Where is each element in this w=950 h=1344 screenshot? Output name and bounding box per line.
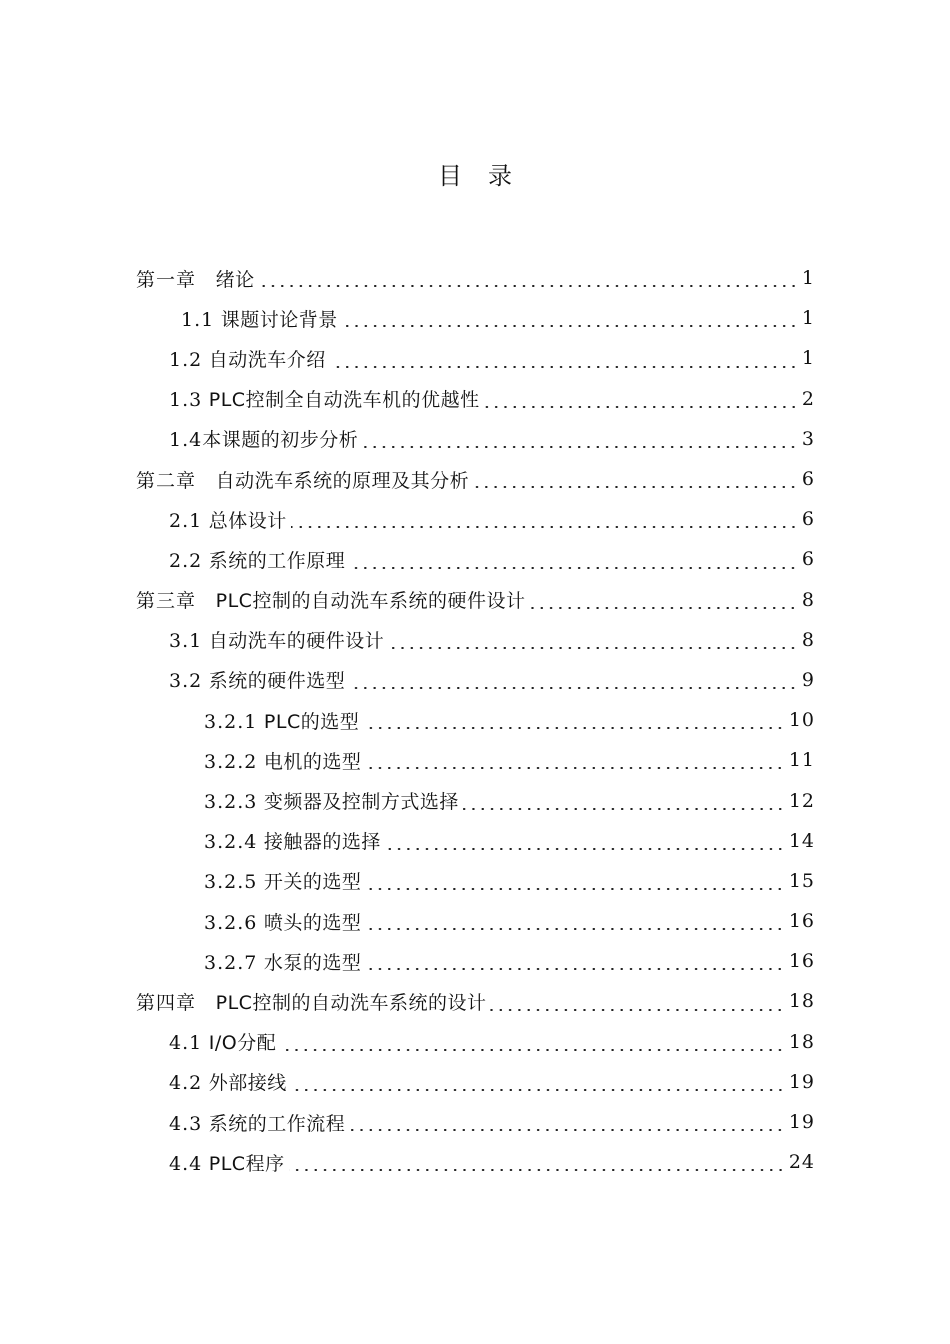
dot-leader [463, 808, 785, 810]
toc-entry-text: PLC控制全自动洗车机的优越性 [208, 389, 480, 412]
toc-entry-page: 6 [801, 468, 815, 491]
toc-entry-text: 本课题的初步分析 [202, 429, 359, 452]
toc-entry-number: 2.1 [169, 509, 203, 532]
toc-entry-page: 12 [788, 789, 815, 812]
toc-entry-text: 绪论 [215, 268, 255, 291]
toc-entry-chapter-4[interactable] [0, 981, 950, 1021]
toc-entry-number: 4.4 [169, 1152, 203, 1175]
toc-entry-label [136, 988, 486, 1015]
toc-entry-label [204, 787, 459, 814]
dot-leader [365, 968, 784, 970]
dot-leader [529, 607, 797, 609]
toc-entry-number: 4.3 [169, 1112, 203, 1135]
toc-entry-page: 18 [788, 1030, 815, 1053]
toc-entry-3-2-5[interactable] [0, 861, 950, 901]
toc-entry-3-2-7[interactable] [0, 941, 950, 981]
dot-leader [484, 406, 798, 408]
toc-entry-page: 24 [788, 1151, 815, 1174]
toc-entry-3-2-6[interactable] [0, 901, 950, 941]
toc-entry-page: 8 [801, 588, 815, 611]
toc-entry-label [169, 1109, 345, 1136]
toc-entry-text: 自动洗车系统的原理及其分析 [215, 469, 470, 492]
toc-entry-number: 3.2.4 [204, 831, 258, 854]
toc-entry-label [204, 707, 359, 734]
dot-leader [363, 727, 785, 729]
toc-entry-page: 16 [788, 950, 815, 973]
toc-entry-number: 3.2.1 [204, 710, 258, 733]
toc-entry-text: 系统的硬件选型 [208, 670, 346, 693]
toc-entry-3-2-3[interactable] [0, 780, 950, 820]
toc-entry-chapter-3[interactable] [0, 580, 950, 620]
toc-entry-text: PLC控制的自动洗车系统的硬件设计 [215, 590, 526, 613]
toc-entry-label [169, 626, 384, 653]
toc-entry-1-2[interactable] [0, 338, 950, 378]
toc-title: 目录 [438, 162, 538, 190]
toc-entry-page: 10 [788, 709, 815, 732]
dot-leader [349, 687, 798, 689]
toc-entry-text: 电机的选型 [263, 750, 362, 773]
toc-entry-number: 3.2.3 [204, 791, 258, 814]
toc-entry-label [169, 546, 345, 573]
toc-entry-text: PLC程序 [208, 1152, 285, 1175]
toc-entry-number: 3.1 [169, 630, 203, 653]
toc-entry-label [136, 265, 255, 292]
toc-entry-number: 1.1 [181, 308, 215, 331]
dot-leader [362, 446, 798, 448]
toc-entry-number: 4.1 [169, 1032, 203, 1055]
toc-entry-text: 开关的选型 [263, 871, 362, 894]
toc-entry-1-1[interactable] [0, 298, 950, 338]
toc-entry-text: 系统的工作原理 [208, 549, 346, 572]
toc-entry-number: 1.3 [169, 389, 203, 412]
toc-entry-label [169, 506, 287, 533]
toc-entry-page: 2 [801, 387, 815, 410]
toc-entry-text: PLC的选型 [263, 710, 360, 733]
toc-entry-2-1[interactable] [0, 499, 950, 539]
toc-entry-page: 1 [801, 267, 815, 290]
toc-entry-label [204, 827, 381, 854]
toc-entry-text: 自动洗车的硬件设计 [208, 630, 385, 653]
dot-leader [291, 1089, 785, 1091]
toc-entry-page: 1 [801, 307, 815, 330]
toc-entry-page: 18 [788, 990, 815, 1013]
toc-entry-text: 系统的工作流程 [208, 1112, 346, 1135]
toc-entry-text: 变频器及控制方式选择 [263, 791, 459, 814]
toc-entry-label [136, 466, 469, 493]
toc-entry-label [169, 1068, 287, 1095]
toc-entry-4-3[interactable] [0, 1102, 950, 1142]
toc-entry-number: 第一章 [136, 268, 197, 291]
toc-list [0, 258, 950, 1182]
toc-entry-number: 4.2 [169, 1072, 203, 1095]
toc-entry-3-2-2[interactable] [0, 740, 950, 780]
toc-entry-number: 3.2.6 [204, 911, 258, 934]
toc-entry-text: 水泵的选型 [263, 951, 362, 974]
dot-leader [349, 1129, 785, 1131]
toc-entry-chapter-2[interactable] [0, 459, 950, 499]
toc-entry-label [204, 747, 361, 774]
dot-leader [259, 285, 798, 287]
toc-entry-text: 喷头的选型 [263, 911, 362, 934]
dot-leader [490, 1009, 784, 1011]
toc-entry-number: 第四章 [136, 991, 197, 1014]
toc-entry-page: 1 [801, 347, 815, 370]
dot-leader [330, 366, 798, 368]
toc-entry-number: 1.2 [169, 348, 203, 371]
toc-entry-label [204, 867, 361, 894]
dot-leader [291, 526, 798, 528]
toc-entry-label [204, 948, 361, 975]
toc-entry-text: 总体设计 [208, 509, 287, 532]
toc-entry-number: 3.2.7 [204, 951, 258, 974]
toc-entry-page: 6 [801, 548, 815, 571]
toc-entry-number: 3.2.5 [204, 871, 258, 894]
toc-entry-1-3[interactable] [0, 379, 950, 419]
toc-entry-2-2[interactable] [0, 539, 950, 579]
toc-entry-text: 自动洗车介绍 [208, 348, 326, 371]
toc-entry-1-4[interactable] [0, 419, 950, 459]
toc-entry-page: 15 [788, 869, 815, 892]
dot-leader [365, 767, 784, 769]
toc-entry-chapter-1[interactable] [0, 258, 950, 298]
toc-entry-page: 11 [788, 749, 815, 772]
toc-entry-label [181, 305, 338, 332]
toc-entry-label [169, 1149, 285, 1176]
toc-entry-page: 14 [788, 829, 815, 852]
toc-entry-number: 第三章 [136, 590, 197, 613]
toc-entry-page: 3 [801, 427, 815, 450]
dot-leader [385, 848, 785, 850]
toc-entry-number: 1.4 [169, 429, 203, 452]
dot-leader [388, 647, 798, 649]
dot-leader [349, 567, 798, 569]
toc-entry-3-2-1[interactable] [0, 700, 950, 740]
dot-leader [342, 325, 798, 327]
toc-entry-page: 19 [788, 1111, 815, 1134]
toc-entry-label [169, 345, 326, 372]
dot-leader [289, 1169, 785, 1171]
toc-entry-text: I/O分配 [208, 1032, 277, 1055]
dot-leader [280, 1049, 785, 1051]
toc-entry-label [169, 1028, 276, 1055]
toc-entry-label [169, 385, 480, 412]
toc-entry-page: 6 [801, 508, 815, 531]
toc-entry-page: 8 [801, 628, 815, 651]
toc-entry-number: 3.2 [169, 670, 203, 693]
dot-leader [473, 486, 798, 488]
toc-entry-page: 19 [788, 1070, 815, 1093]
toc-entry-3-2[interactable] [0, 660, 950, 700]
dot-leader [365, 928, 784, 930]
toc-entry-label [169, 666, 345, 693]
toc-entry-number: 2.2 [169, 549, 203, 572]
dot-leader [365, 888, 784, 890]
toc-entry-text: PLC控制的自动洗车系统的设计 [215, 991, 487, 1014]
toc-entry-text: 课题讨论背景 [220, 308, 338, 331]
toc-entry-text: 接触器的选择 [263, 831, 381, 854]
toc-entry-number: 3.2.2 [204, 750, 258, 773]
toc-entry-3-2-4[interactable] [0, 821, 950, 861]
toc-entry-page: 16 [788, 910, 815, 933]
toc-entry-4-4[interactable] [0, 1142, 950, 1182]
toc-entry-page: 9 [801, 668, 815, 691]
toc-entry-label [204, 908, 361, 935]
toc-entry-4-1[interactable] [0, 1022, 950, 1062]
toc-entry-4-2[interactable] [0, 1062, 950, 1102]
toc-entry-text: 外部接线 [208, 1072, 287, 1095]
toc-entry-number: 第二章 [136, 469, 197, 492]
toc-entry-label [136, 586, 525, 613]
toc-entry-3-1[interactable] [0, 620, 950, 660]
toc-entry-label [169, 425, 358, 452]
